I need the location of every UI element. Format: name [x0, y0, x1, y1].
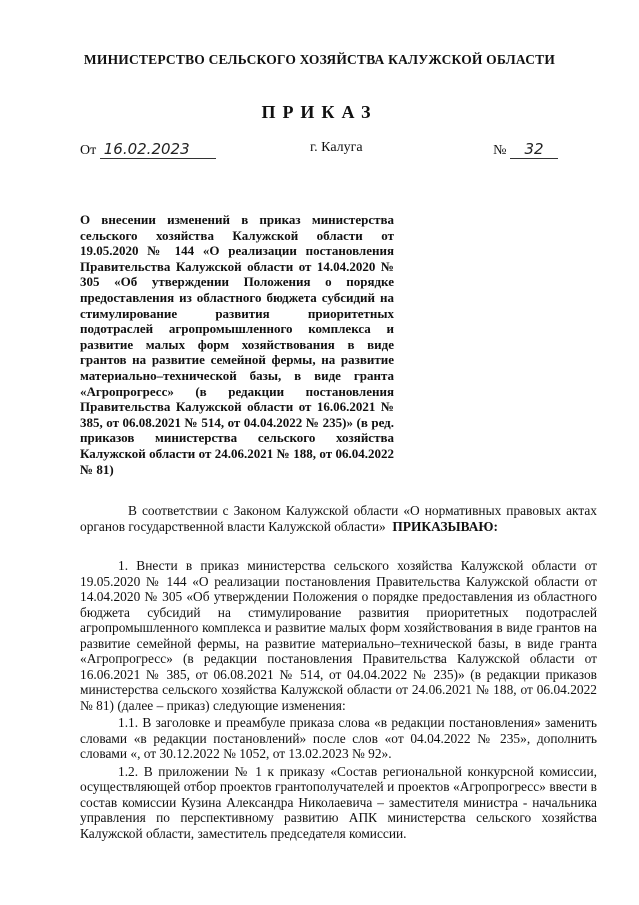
preamble-text: В соответствии с Законом Калужской области «О нормативных правовых актах органов государственной власти Калужской области»	[80, 503, 597, 534]
clause-1-1: 1.1. В заголовке и преамбуле приказа слова «в редакции постановления» заменить словами «в редакции постановлений» после слов «от 04.04.2022 № 235», дополнить словами «, от 30.12.2022 № 1052, от 13.02.2023 № 92».	[80, 715, 597, 761]
handwritten-number: 32	[510, 140, 558, 159]
clause-1-2: 1.2. В приложении № 1 к приказу «Состав региональной конкурсной комиссии, осуществляющей отбор проектов грантополучателей и проектов «Агропрогресс» ввести в состав комиссии Кузина Александра Николаевича – заместителя министра - начальника управления по перспективному развитию АПК министерства сельского хозяйства Калужской области, заместитель председателя комиссии.	[80, 763, 597, 841]
clause-1: 1. Внести в приказ министерства сельского хозяйства Калужской области от 19.05.2020 № 144 «О реализации постановления Правительства Калужской области от 14.04.2020 № 305 «Об утверждении Положения о порядке предоставления из областного бюджета субсидий на стимулирование развития приоритетных подотраслей агропромышленного комплекса и развитие малых форм хозяйствования в виде грантов на развитие семейной фермы, на развитие материально–технической базы, в виде гранта «Агропрогресс» (в редакции постановления Правительства Калужской области от 16.06.2021 № 385, от 06.08.2021 № 514, от 04.04.2022 № 235)» (в редакции приказов министерства сельского хозяйства Калужской области от 24.06.2021 № 188, от 06.04.2022 № 81) (далее – приказ) следующие изменения:	[80, 558, 597, 713]
ministry-name: МИНИСТЕРСТВО СЕЛЬСКОГО ХОЗЯЙСТВА КАЛУЖСКОЙ ОБЛАСТИ	[83, 52, 556, 67]
number-prefix: №	[493, 143, 507, 158]
city: г. Калуга	[310, 140, 363, 155]
document-meta	[80, 140, 558, 164]
handwritten-date: 16.02.2023	[100, 140, 216, 159]
date-prefix: От	[80, 143, 97, 158]
document-title: ПРИКАЗ	[261, 102, 378, 122]
number-block	[493, 140, 558, 159]
preamble	[80, 503, 597, 534]
order-body	[80, 503, 597, 841]
order-subject: О внесении изменений в приказ министерства сельского хозяйства Калужской области от 19.05.2020 № 144 «О реализации постановления Правительства Калужской области от 14.04.2020 № 305 «Об утверждении Положения о порядке предоставления из областного бюджета субсидий на стимулирование развития приоритетных подотраслей агропромышленного комплекса и развитие малых форм хозяйствования в виде грантов на развитие семейной фермы, на развитие материально–технической базы, в виде гранта «Агропрогресс» (в редакции постановления Правительства Калужской области от 16.06.2021 № 385, от 06.08.2021 № 514, от 04.04.2022 № 235)» (в ред. приказов министерства сельского хозяйства Калужской области от 24.06.2021 № 188, от 06.04.2022 № 81)	[80, 212, 394, 477]
order-keyword: ПРИКАЗЫВАЮ:	[392, 518, 498, 534]
date-block	[80, 140, 216, 159]
